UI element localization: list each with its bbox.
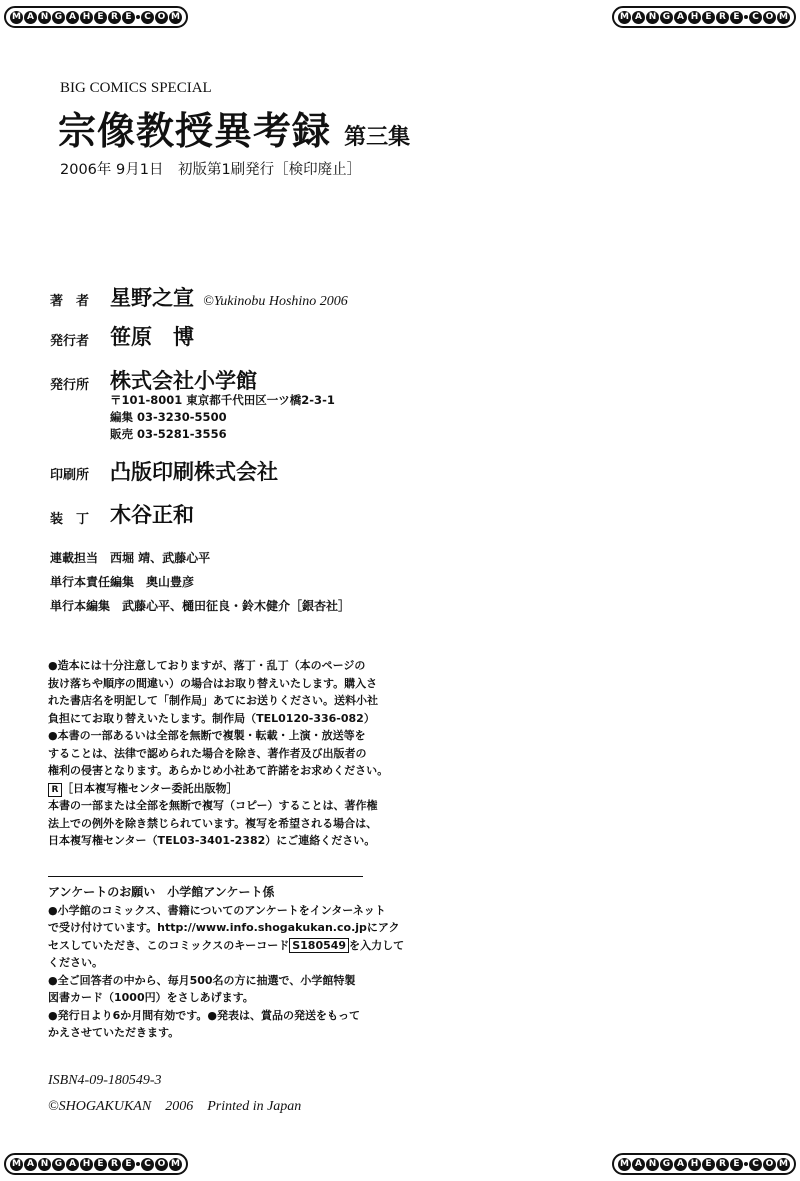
watermark-top-left: M A N G A H E R E C O M [4,6,188,28]
author-row [110,282,348,312]
notice-line: 抜け落ちや順序の間違い）の場合はお取り替えいたします。購入さ [48,676,378,690]
publisher-name: 笹原 博 [110,324,194,349]
survey-line: ●全ご回答者の中から、毎月500名の方に抽選で、小学館特製 [48,973,356,987]
notice-r-text: ［日本複写権センター委託出版物］ [62,781,238,795]
notice-line: 法上での例外を除き禁じられています。複写を希望される場合は、 [48,816,378,830]
watermark-bottom-right: M A N G A H E R E C O M [612,1153,796,1175]
survey-line-keycode: セスしていただき、このコミックスのキーコード S180549 を入力して [48,938,405,952]
design-name: 木谷正和 [110,502,194,527]
survey-line: かえさせていただきます。 [48,1026,180,1039]
series-label: BIG COMICS SPECIAL [60,80,212,96]
divider [48,876,363,877]
house-name: 株式会社小学館 [110,368,257,393]
notice-line: 負担にてお取り替えいたします。制作局（TEL0120-336-082） [48,711,375,725]
keycode-box: S180549 [289,938,349,953]
isbn: ISBN4-09-180549-3 [48,1073,162,1088]
notice-line: ●本書の一部あるいは全部を無断で複製・転載・上演・放送等を [48,729,366,742]
notice-line: れた書店名を明記して「制作局」あてにお送りください。送料小社 [48,694,378,707]
notice-line: ●造本には十分注意しておりますが、落丁・乱丁（本のページの [48,659,366,672]
author-copyright: ©Yukinobu Hoshino 2006 [203,294,348,309]
book-chief-editor: 単行本責任編集 奥山豊彦 [50,575,195,589]
r-mark-icon: R [48,783,62,797]
survey-line: ●小学館のコミックス、書籍についてのアンケートをインターネット [48,903,386,917]
survey-line: ●発行日より6か月間有効です。●発表は、賞品の発送をもって [48,1008,360,1022]
survey-line: 図書カード（1000円）をさしあげます。 [48,991,254,1004]
notice-r-line [48,780,378,798]
watermark-bottom-left: M A N G A H E R E C O M [4,1153,188,1175]
book-title: 宗像教授異考録 [58,108,332,153]
survey-line: で受け付けています。http://www.info.shogakukan.co.jpにアク [48,921,400,934]
volume-label: 第三集 [344,124,411,150]
footer-copyright: ©SHOGAKUKAN 2006 Printed in Japan [48,1099,302,1114]
notice-block [48,657,389,850]
author-label: 著 者 [50,294,90,309]
survey-line: ください。 [48,956,103,969]
publisher-label: 発行者 [50,334,90,349]
printer-name: 凸版印刷株式会社 [110,459,278,484]
design-label: 装 丁 [50,512,90,527]
house-address: 〒101-8001 東京都千代田区一ツ橋2-3-1 [110,393,335,407]
notice-line: 権利の侵害となります。あらかじめ小社あて許諾をお求めください。 [48,764,389,777]
house-tel-edit: 編集 03-3230-5500 [110,410,227,424]
notice-line: することは、法律で認められた場合を除き、著作者及び出版者の [48,746,367,760]
survey-heading: アンケートのお願い 小学館アンケート係 [48,885,275,899]
house-tel-sales: 販売 03-5281-3556 [110,427,227,441]
printer-label: 印刷所 [50,468,90,483]
page-title [58,100,410,155]
author-name: 星野之宣 [110,285,194,310]
house-label: 発行所 [50,378,90,393]
watermark-top-right: M A N G A H E R E C O M [612,6,796,28]
survey-block [48,884,405,1042]
serial-editor: 連載担当 西堀 靖、武藤心平 [50,551,211,565]
book-editor: 単行本編集 武藤心平、樋田征良・鈴木健介［銀杏社］ [50,599,351,613]
notice-line: 日本複写権センター（TEL03-3401-2382）にご連絡ください。 [48,834,376,847]
publish-date: 2006年 9月1日 初版第1刷発行［検印廃止］ [60,162,362,178]
notice-line: 本書の一部または全部を無断で複写（コピー）することは、著作権 [48,799,378,812]
